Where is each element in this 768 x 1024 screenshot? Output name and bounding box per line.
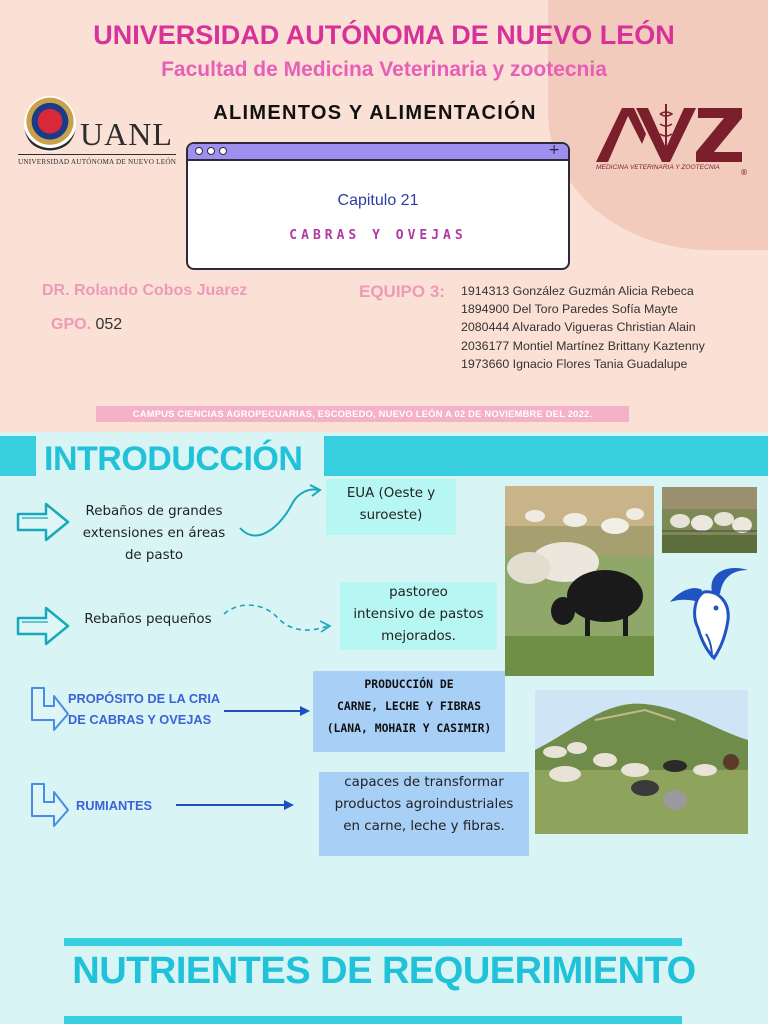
label-line: de pasto xyxy=(124,548,184,563)
intro-item-label xyxy=(68,609,228,631)
uanl-logo xyxy=(18,96,178,170)
window-dot-icon xyxy=(195,147,203,155)
registered-mark: ® xyxy=(740,168,748,177)
nutrients-band-top xyxy=(64,938,682,946)
sheep-photo xyxy=(505,486,654,676)
flock-photo xyxy=(662,487,757,553)
team-member: 2080444 Alvarado Vigueras Christian Alain xyxy=(461,320,696,335)
mvz-logo-icon xyxy=(596,104,742,164)
nutrients-band-bottom xyxy=(64,1016,682,1024)
cover-section xyxy=(0,0,768,432)
intro-item-box xyxy=(319,772,529,856)
group-label: GPO. xyxy=(51,316,92,333)
group-value: 052 xyxy=(95,316,123,333)
logo-divider xyxy=(18,154,176,155)
window-dot-icon xyxy=(207,147,215,155)
arrow-down-right-icon xyxy=(26,684,72,734)
intro-item-label xyxy=(68,501,240,567)
label-line: Rebaños de grandes xyxy=(85,504,223,519)
team-member: 1914313 González Guzmán Alicia Rebeca xyxy=(461,284,694,298)
arrow-down-right-icon xyxy=(26,780,72,830)
chapter-window xyxy=(186,142,570,270)
box-line: (LANA, MOHAIR Y CASIMIR) xyxy=(326,721,492,735)
team-member: 1973660 Ignacio Flores Tania Guadalupe xyxy=(461,356,688,371)
uanl-seal-icon xyxy=(24,96,76,152)
arrow-right-icon xyxy=(14,604,72,648)
box-line: intensivo de pastos xyxy=(353,607,484,622)
label-line: RUMIANTES xyxy=(76,798,153,813)
box-line: capaces de transformar xyxy=(344,775,504,790)
intro-title: INTRODUCCIÓN xyxy=(44,440,303,478)
course-title: ALIMENTOS Y ALIMENTACIÓN xyxy=(213,102,537,124)
intro-item-label xyxy=(76,795,186,816)
arrow-connector-icon xyxy=(174,798,300,812)
herd-photo xyxy=(535,690,748,834)
group xyxy=(51,316,122,334)
intro-item-box xyxy=(313,671,505,752)
label-line: PROPÓSITO DE LA CRIA xyxy=(68,691,221,706)
box-line: PRODUCCIÓN DE xyxy=(364,677,454,691)
team-members xyxy=(461,282,705,373)
mvz-logo xyxy=(596,104,756,184)
intro-item-label xyxy=(68,688,238,730)
team-label: EQUIPO 3: xyxy=(359,282,445,301)
dashed-curved-arrow-icon xyxy=(220,600,336,640)
campus-banner: CAMPUS CIENCIAS AGROPECUARIAS, ESCOBEDO, NUEVO LEÓN A 02 DE NOVIEMBRE DEL 2022. xyxy=(96,406,629,422)
box-line: en carne, leche y fibras. xyxy=(343,819,505,834)
doctor-name: DR. Rolando Cobos Juarez xyxy=(42,282,248,299)
curved-arrow-icon xyxy=(234,484,326,546)
label-line: extensiones en áreas xyxy=(82,526,226,541)
box-line: EUA (Oeste y xyxy=(346,486,436,501)
intro-item-box xyxy=(340,582,497,650)
window-dot-icon xyxy=(219,147,227,155)
arrow-right-icon xyxy=(14,500,72,544)
mvz-logo-subtitle: MEDICINA VETERINARIA Y ZOOTECNIA xyxy=(596,164,720,171)
nutrients-title: NUTRIENTES DE REQUERIMIENTO xyxy=(72,950,696,992)
uanl-logo-subtitle: UNIVERSIDAD AUTÓNOMA DE NUEVO LEÓN xyxy=(18,158,177,166)
box-line: CARNE, LECHE Y FIBRAS xyxy=(336,699,481,713)
box-line: pastoreo xyxy=(389,585,448,600)
plus-icon: + xyxy=(548,142,560,158)
faculty-title: Facultad de Medicina Veterinaria y zootecnia xyxy=(161,58,607,81)
team-member: 2036177 Montiel Martínez Brittany Kaztenny xyxy=(461,338,705,353)
uanl-logo-text: UANL xyxy=(80,116,173,152)
team-member: 1894900 Del Toro Paredes Sofía Mayte xyxy=(461,302,678,317)
box-line: suroeste) xyxy=(359,508,423,523)
chapter-topic: CABRAS Y OVEJAS xyxy=(289,228,467,243)
university-title: UNIVERSIDAD AUTÓNOMA DE NUEVO LEÓN xyxy=(93,20,675,50)
box-line: mejorados. xyxy=(381,629,456,644)
window-title-bar xyxy=(188,144,568,161)
goat-head-icon xyxy=(668,562,752,662)
chapter-label: Capitulo 21 xyxy=(337,192,419,209)
label-line: Rebaños pequeños xyxy=(84,612,212,627)
intro-item-box xyxy=(326,479,456,535)
arrow-connector-icon xyxy=(222,704,314,718)
label-line: DE CABRAS Y OVEJAS xyxy=(68,712,212,727)
box-line: productos agroindustriales xyxy=(334,797,514,812)
